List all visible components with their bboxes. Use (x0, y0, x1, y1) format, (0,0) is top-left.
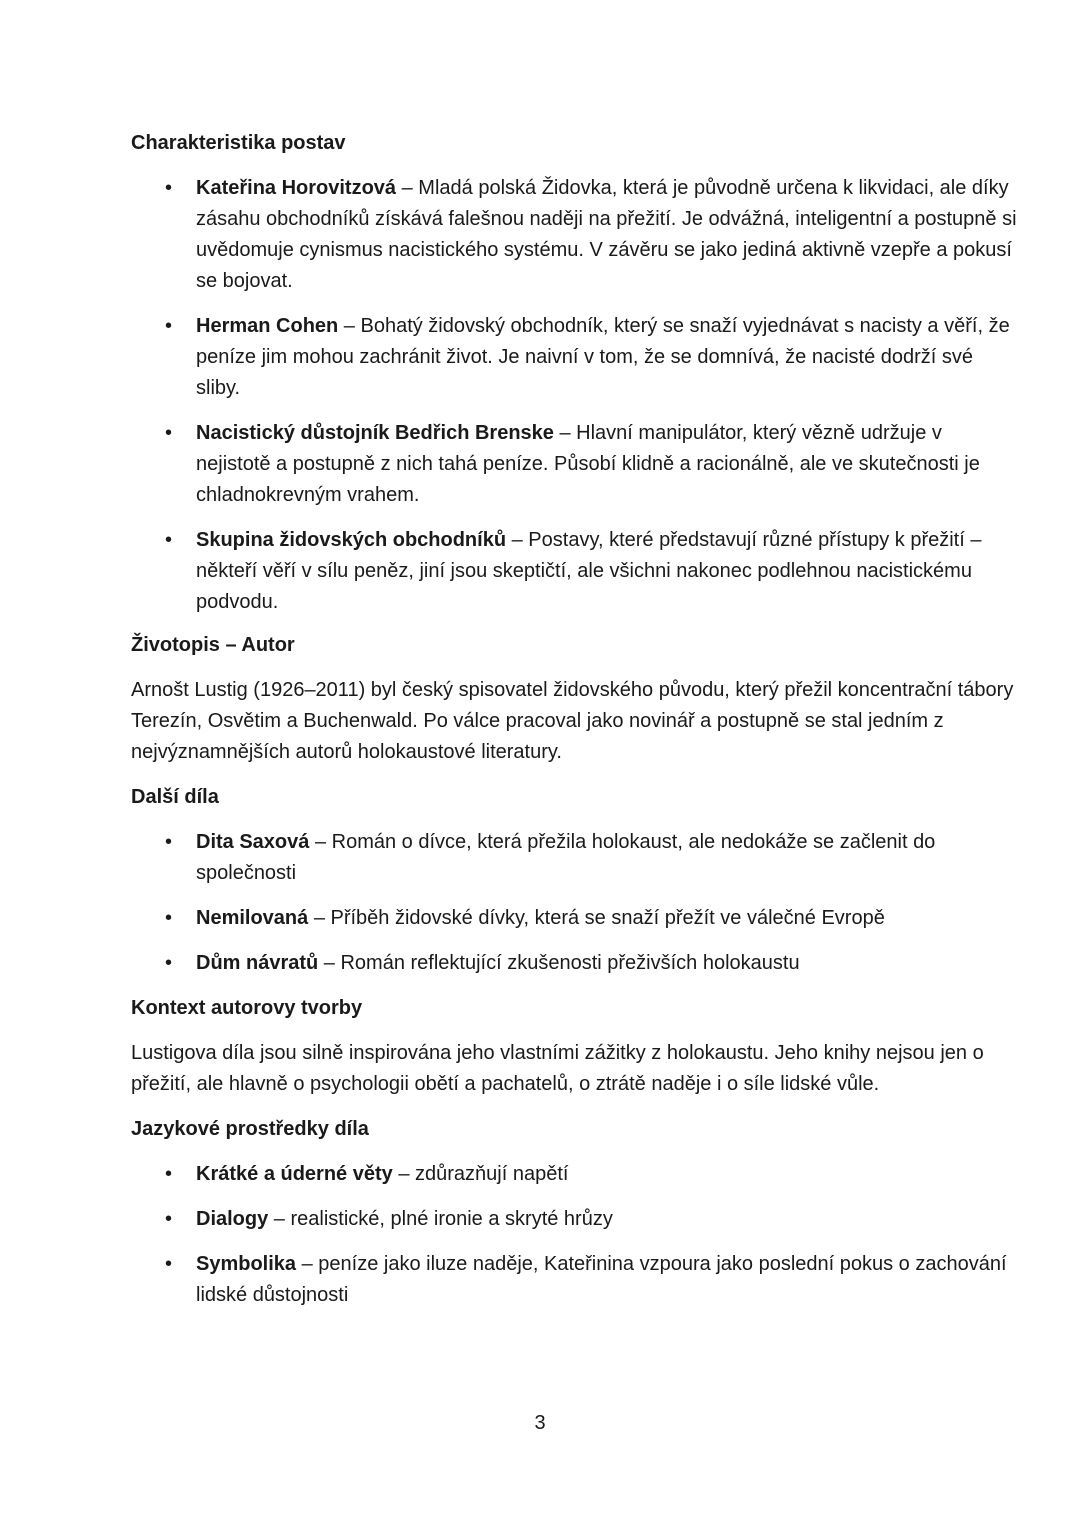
list-item (131, 311, 1021, 404)
list-item (131, 1204, 1021, 1235)
item-term: Symbolika (196, 1253, 297, 1275)
item-text: – Román reflektující zkušenosti přeživších holokaustu (318, 952, 800, 974)
item-term: Herman Cohen (196, 315, 339, 337)
item-term: Kateřina Horovitzová (196, 177, 397, 199)
section-heading-biography: Životopis – Autor (131, 634, 295, 656)
context-paragraph: Lustigova díla jsou silně inspirována jeho vlastními zážitky z holokaustu. Jeho knihy nejsou jen o přežití, ale hlavně o psychologii obětí a pachatelů, o ztrátě naděje i o síle lidské vůle. (131, 1042, 984, 1095)
section-heading-characters: Charakteristika postav (131, 132, 346, 154)
list-item (131, 525, 1021, 618)
list-item (131, 948, 1021, 979)
list-item (131, 827, 1021, 889)
item-term: Nemilovaná (196, 907, 309, 929)
item-text: – Hlavní manipulátor, který vězně udržuje v nejistotě a postupně z nich tahá peníze. Působí klidně a racionálně, ale ve skutečnosti je chladnokrevným vrahem. (196, 422, 980, 506)
language-list (131, 1159, 1021, 1311)
item-term: Dům návratů (196, 952, 319, 974)
item-term: Dialogy (196, 1208, 269, 1230)
item-term: Skupina židovských obchodníků (196, 529, 507, 551)
item-text: – Příběh židovské dívky, která se snaží přežít ve válečné Evropě (308, 907, 885, 929)
item-text: – Bohatý židovský obchodník, který se snaží vyjednávat s nacisty a věří, že peníze jim mohou zachránit život. Je naivní v tom, že se domnívá, že nacisté dodrží své sliby. (196, 315, 1010, 399)
item-text: – realistické, plné ironie a skryté hrůzy (268, 1208, 613, 1230)
section-heading-context: Kontext autorovy tvorby (131, 997, 363, 1019)
item-term: Krátké a úderné věty (196, 1163, 393, 1185)
item-term: Nacistický důstojník Bedřich Brenske (196, 422, 554, 444)
item-text: – Postavy, které představují různé přístupy k přežití – někteří věří v sílu peněz, jiní jsou skeptičtí, ale všichni nakonec podlehnou nacistickému podvodu. (196, 529, 982, 613)
list-item (131, 173, 1021, 297)
list-item (131, 1159, 1021, 1190)
item-text: – peníze jako iluze naděje, Kateřinina vzpoura jako poslední pokus o zachování lidské důstojnosti (196, 1253, 1007, 1306)
biography-paragraph: Arnošt Lustig (1926–2011) byl český spisovatel židovského původu, který přežil koncentrační tábory Terezín, Osvětim a Buchenwald. Po válce pracoval jako novinář a postupně se stal jedním z nejvýznamnějších autorů holokaustové literatury. (131, 679, 1014, 763)
characters-list (131, 173, 1021, 618)
document-page (131, 128, 1021, 1311)
list-item (131, 418, 1021, 511)
item-text: – Román o dívce, která přežila holokaust, ale nedokáže se začlenit do společnosti (196, 831, 936, 884)
list-item (131, 1249, 1021, 1311)
other-works-list (131, 827, 1021, 979)
item-text: – zdůrazňují napětí (392, 1163, 569, 1185)
item-term: Dita Saxová (196, 831, 310, 853)
section-heading-language: Jazykové prostředky díla (131, 1118, 369, 1140)
page-number: 3 (534, 1412, 546, 1434)
list-item (131, 903, 1021, 934)
item-text: – Mladá polská Židovka, která je původně určena k likvidaci, ale díky zásahu obchodníků získává falešnou naději na přežití. Je odvážná, inteligentní a postupně si uvědomuje cynismus nacistického systému. V závěru se jako jediná aktivně vzepře a pokusí se bojovat. (196, 177, 1017, 292)
section-heading-other-works: Další díla (131, 786, 219, 808)
